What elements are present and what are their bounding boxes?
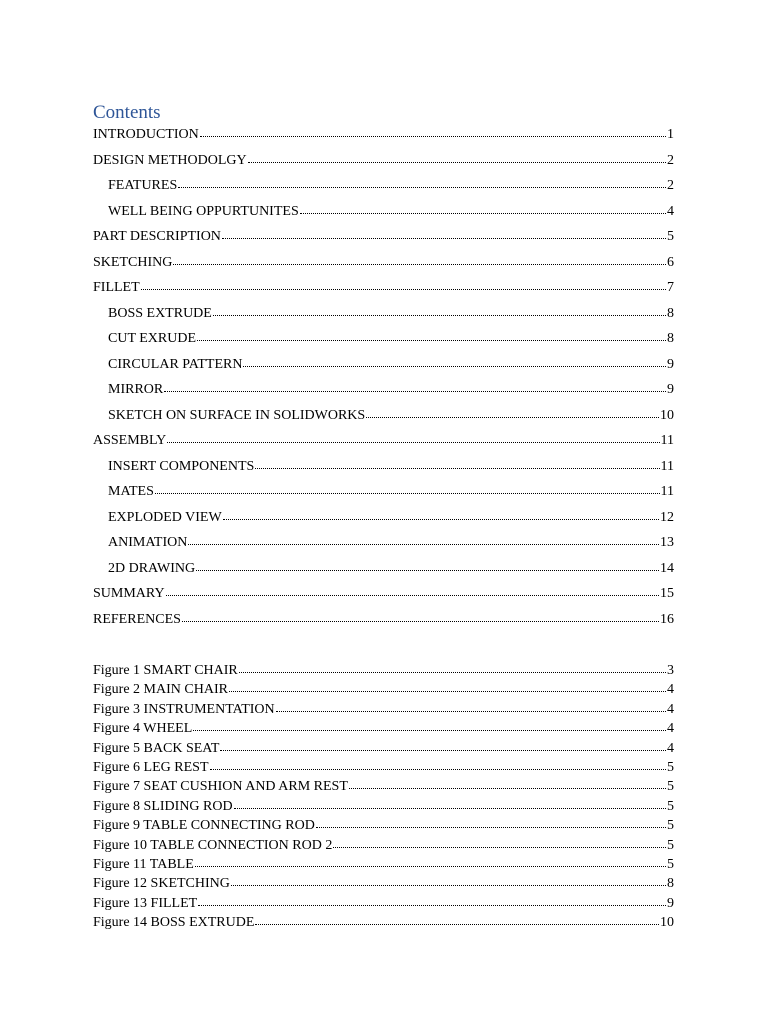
- figure-entry-page-number: 5: [667, 759, 674, 775]
- dot-leader: [141, 279, 666, 291]
- dot-leader: [223, 509, 659, 521]
- figure-entry-label: Figure 9 TABLE CONNECTING ROD: [93, 818, 315, 834]
- dot-leader: [155, 483, 660, 495]
- toc-entry-page-number: 12: [660, 509, 674, 525]
- figure-entry-page-number: 4: [667, 682, 674, 698]
- toc-entry-page-number: 9: [667, 382, 674, 397]
- figure-entry-label: Figure 14 BOSS EXTRUDE: [93, 915, 255, 931]
- dot-leader: [300, 203, 666, 215]
- toc-entry[interactable]: [93, 250, 674, 276]
- toc-entry-label: INSERT COMPONENTS: [108, 458, 255, 474]
- figure-entry-page-number: 8: [667, 876, 674, 892]
- dot-leader: [243, 356, 666, 368]
- figure-entry[interactable]: [93, 739, 674, 758]
- toc-entry[interactable]: [93, 224, 674, 250]
- toc-entry-label: WELL BEING OPPURTUNITES: [108, 203, 299, 219]
- figure-entry-label: Figure 7 SEAT CUSHION AND ARM REST: [93, 779, 348, 795]
- toc-entry-label: SUMMARY: [93, 586, 165, 601]
- figure-entry-page-number: 4: [667, 740, 674, 756]
- dot-leader: [182, 611, 659, 623]
- toc-entry-page-number: 8: [667, 331, 674, 346]
- figure-entry[interactable]: [93, 700, 674, 719]
- toc-entry[interactable]: [93, 581, 674, 607]
- toc-entry-page-number: 16: [660, 611, 674, 627]
- toc-entry-label: PART DESCRIPTION: [93, 229, 221, 244]
- figure-entry-page-number: 5: [667, 837, 674, 853]
- dot-leader: [178, 177, 666, 189]
- dot-leader: [210, 759, 667, 771]
- figure-entry[interactable]: [93, 855, 674, 874]
- toc-entry-page-number: 10: [660, 407, 674, 423]
- toc-entry-page-number: 5: [667, 229, 674, 244]
- toc-entry-page-number: 4: [667, 203, 674, 219]
- figure-entry-label: Figure 4 WHEEL: [93, 721, 193, 737]
- dot-leader: [193, 720, 666, 732]
- toc-entry-label: CIRCULAR PATTERN: [108, 356, 243, 372]
- toc-heading: Contents: [93, 102, 161, 123]
- toc-entry[interactable]: [93, 352, 674, 378]
- toc-entry-label: DESIGN METHODOLGY: [93, 152, 247, 168]
- table-of-figures: [93, 661, 674, 932]
- figure-entry[interactable]: [93, 777, 674, 796]
- toc-entry[interactable]: [93, 556, 674, 582]
- dot-leader: [173, 254, 666, 266]
- figure-entry-label: Figure 12 SKETCHING: [93, 876, 230, 892]
- figure-entry-label: Figure 5 BACK SEAT: [93, 740, 220, 756]
- toc-entry[interactable]: [93, 454, 674, 480]
- toc-entry-page-number: 1: [667, 127, 674, 142]
- toc-entry[interactable]: [93, 377, 674, 403]
- dot-leader: [196, 560, 659, 572]
- dot-leader: [213, 305, 666, 317]
- toc-entry-page-number: 2: [667, 152, 674, 168]
- dot-leader: [349, 778, 666, 790]
- figure-entry-label: Figure 6 LEG REST: [93, 759, 209, 775]
- toc-entry-label: FILLET: [93, 280, 140, 295]
- figure-entry-label: Figure 13 FILLET: [93, 895, 198, 911]
- figure-entry-label: Figure 11 TABLE: [93, 856, 194, 872]
- toc-entry-page-number: 11: [660, 458, 674, 474]
- table-of-contents: [93, 122, 674, 632]
- toc-entry-label: MIRROR: [108, 382, 164, 397]
- dot-leader: [164, 381, 666, 393]
- toc-entry-page-number: 11: [660, 433, 674, 448]
- figure-entry[interactable]: [93, 894, 674, 913]
- figure-entry[interactable]: [93, 874, 674, 893]
- figure-entry[interactable]: [93, 758, 674, 777]
- figure-entry[interactable]: [93, 816, 674, 835]
- toc-entry-page-number: 6: [667, 254, 674, 270]
- dot-leader: [197, 330, 666, 342]
- figure-entry-page-number: 4: [667, 721, 674, 737]
- figure-entry-page-number: 5: [667, 798, 674, 814]
- figure-entry-label: Figure 10 TABLE CONNECTION ROD 2: [93, 837, 333, 853]
- dot-leader: [195, 856, 666, 868]
- toc-entry[interactable]: [93, 530, 674, 556]
- figure-entry-label: Figure 8 SLIDING ROD: [93, 798, 233, 814]
- toc-entry-label: INTRODUCTION: [93, 127, 199, 142]
- figure-entry-page-number: 9: [667, 895, 674, 911]
- toc-entry[interactable]: [93, 479, 674, 505]
- dot-leader: [229, 681, 666, 693]
- dot-leader: [198, 895, 666, 907]
- toc-entry[interactable]: [93, 173, 674, 199]
- toc-entry-page-number: 8: [667, 305, 674, 321]
- figure-entry[interactable]: [93, 661, 674, 680]
- toc-entry-label: FEATURES: [108, 178, 178, 193]
- dot-leader: [276, 701, 666, 713]
- toc-entry-page-number: 13: [660, 535, 674, 550]
- figure-entry-page-number: 5: [667, 818, 674, 834]
- dot-leader: [239, 662, 666, 674]
- dot-leader: [167, 432, 659, 444]
- figure-entry-page-number: 10: [660, 915, 674, 931]
- toc-entry[interactable]: [93, 326, 674, 352]
- toc-entry-label: CUT EXRUDE: [108, 331, 197, 346]
- dot-leader: [188, 534, 659, 546]
- toc-entry[interactable]: [93, 607, 674, 633]
- toc-entry[interactable]: [93, 301, 674, 327]
- toc-entry-label: MATES: [108, 484, 154, 499]
- dot-leader: [255, 458, 659, 470]
- dot-leader: [316, 817, 666, 829]
- figure-entry-page-number: 4: [667, 701, 674, 717]
- toc-entry-page-number: 9: [667, 356, 674, 372]
- toc-entry-label: BOSS EXTRUDE: [108, 305, 212, 321]
- toc-entry-label: ASSEMBLY: [93, 433, 167, 448]
- figure-entry-label: Figure 1 SMART CHAIR: [93, 663, 238, 678]
- dot-leader: [166, 585, 659, 597]
- figure-entry[interactable]: [93, 836, 674, 855]
- toc-entry[interactable]: [93, 148, 674, 174]
- figure-entry[interactable]: [93, 797, 674, 816]
- figure-entry-label: Figure 2 MAIN CHAIR: [93, 682, 228, 698]
- dot-leader: [366, 407, 659, 419]
- toc-entry-label: REFERENCES: [93, 611, 181, 627]
- figure-entry-page-number: 3: [667, 663, 674, 678]
- toc-entry[interactable]: [93, 403, 674, 429]
- dot-leader: [333, 837, 666, 849]
- figure-entry[interactable]: [93, 719, 674, 738]
- toc-entry[interactable]: [93, 275, 674, 301]
- dot-leader: [255, 914, 659, 926]
- dot-leader: [248, 152, 666, 164]
- figure-entry-page-number: 5: [667, 779, 674, 795]
- dot-leader: [234, 798, 666, 810]
- dot-leader: [200, 126, 666, 138]
- toc-entry-page-number: 7: [667, 280, 674, 295]
- toc-entry[interactable]: [93, 428, 674, 454]
- toc-entry[interactable]: [93, 505, 674, 531]
- figure-entry[interactable]: [93, 680, 674, 699]
- toc-entry-label: 2D DRAWING: [108, 560, 196, 576]
- dot-leader: [222, 228, 666, 240]
- toc-entry[interactable]: [93, 122, 674, 148]
- toc-entry-page-number: 11: [660, 484, 674, 499]
- dot-leader: [231, 875, 666, 887]
- toc-entry[interactable]: [93, 199, 674, 225]
- toc-entry-label: EXPLODED VIEW: [108, 509, 222, 525]
- figure-entry-page-number: 5: [667, 856, 674, 872]
- toc-entry-label: ANIMATION: [108, 535, 188, 550]
- toc-entry-page-number: 2: [667, 178, 674, 193]
- toc-entry-label: SKETCHING: [93, 254, 173, 270]
- toc-entry-page-number: 14: [660, 560, 674, 576]
- toc-entry-label: SKETCH ON SURFACE IN SOLIDWORKS: [108, 407, 366, 423]
- figure-entry[interactable]: [93, 913, 674, 932]
- dot-leader: [220, 740, 666, 752]
- figure-entry-label: Figure 3 INSTRUMENTATION: [93, 701, 275, 717]
- toc-entry-page-number: 15: [660, 586, 674, 601]
